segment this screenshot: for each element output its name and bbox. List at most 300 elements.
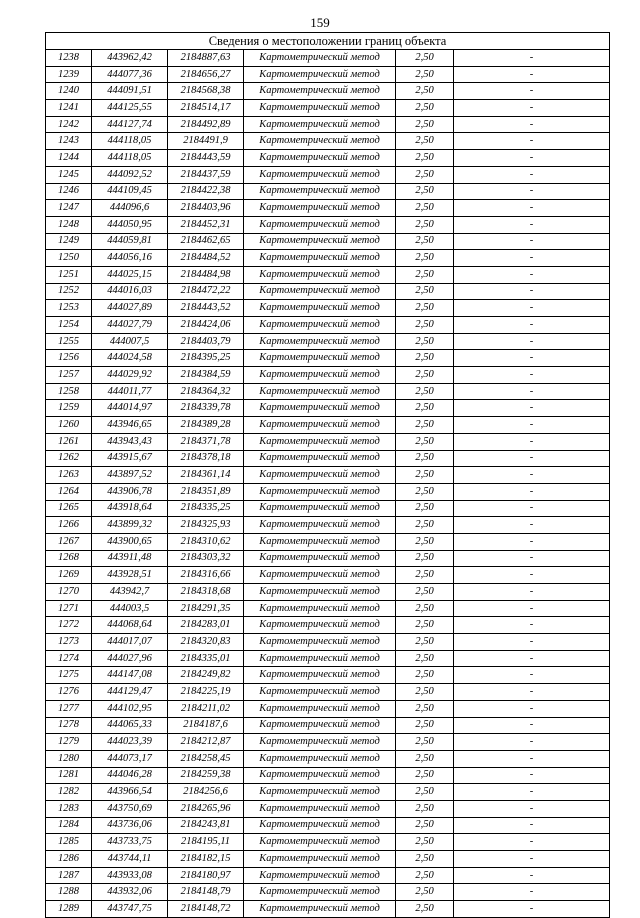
method-cell: Картометрический метод (244, 734, 396, 751)
description-cell: - (454, 700, 610, 717)
table-row (46, 567, 610, 584)
x-coordinate-cell: 443736,06 (92, 817, 168, 834)
point-number-cell: 1266 (46, 517, 92, 534)
x-coordinate-cell: 443744,11 (92, 851, 168, 868)
accuracy-cell: 2,50 (396, 233, 454, 250)
x-coordinate-cell: 444059,81 (92, 233, 168, 250)
method-cell: Картометрический метод (244, 667, 396, 684)
y-coordinate-cell: 2184403,96 (168, 200, 244, 217)
description-cell: - (454, 584, 610, 601)
point-number-cell: 1284 (46, 817, 92, 834)
method-cell: Картометрический метод (244, 600, 396, 617)
description-cell: - (454, 650, 610, 667)
y-coordinate-cell: 2184180,97 (168, 867, 244, 884)
method-cell: Картометрический метод (244, 367, 396, 384)
method-cell: Картометрический метод (244, 166, 396, 183)
x-coordinate-cell: 444027,96 (92, 650, 168, 667)
table-row (46, 851, 610, 868)
y-coordinate-cell: 2184335,01 (168, 650, 244, 667)
description-cell: - (454, 383, 610, 400)
method-cell: Картометрический метод (244, 617, 396, 634)
x-coordinate-cell: 444127,74 (92, 116, 168, 133)
y-coordinate-cell: 2184443,52 (168, 300, 244, 317)
point-number-cell: 1268 (46, 550, 92, 567)
method-cell: Картометрический метод (244, 83, 396, 100)
description-cell: - (454, 750, 610, 767)
point-number-cell: 1257 (46, 367, 92, 384)
x-coordinate-cell: 444102,95 (92, 700, 168, 717)
method-cell: Картометрический метод (244, 784, 396, 801)
point-number-cell: 1239 (46, 66, 92, 83)
table-body (46, 50, 610, 918)
table-row (46, 367, 610, 384)
table-row (46, 233, 610, 250)
x-coordinate-cell: 444118,05 (92, 150, 168, 167)
point-number-cell: 1240 (46, 83, 92, 100)
table-row (46, 867, 610, 884)
description-cell: - (454, 817, 610, 834)
description-cell: - (454, 684, 610, 701)
table-row (46, 433, 610, 450)
description-cell: - (454, 533, 610, 550)
y-coordinate-cell: 2184389,28 (168, 417, 244, 434)
accuracy-cell: 2,50 (396, 750, 454, 767)
point-number-cell: 1245 (46, 166, 92, 183)
description-cell: - (454, 83, 610, 100)
x-coordinate-cell: 444023,39 (92, 734, 168, 751)
point-number-cell: 1265 (46, 500, 92, 517)
x-coordinate-cell: 443943,43 (92, 433, 168, 450)
table-row (46, 83, 610, 100)
y-coordinate-cell: 2184361,14 (168, 467, 244, 484)
method-cell: Картометрический метод (244, 116, 396, 133)
x-coordinate-cell: 444027,89 (92, 300, 168, 317)
accuracy-cell: 2,50 (396, 600, 454, 617)
description-cell: - (454, 767, 610, 784)
table-row (46, 467, 610, 484)
accuracy-cell: 2,50 (396, 517, 454, 534)
accuracy-cell: 2,50 (396, 333, 454, 350)
x-coordinate-cell: 443962,42 (92, 50, 168, 67)
accuracy-cell: 2,50 (396, 817, 454, 834)
y-coordinate-cell: 2184371,78 (168, 433, 244, 450)
y-coordinate-cell: 2184514,17 (168, 100, 244, 117)
x-coordinate-cell: 444077,36 (92, 66, 168, 83)
table-row (46, 333, 610, 350)
description-cell: - (454, 483, 610, 500)
point-number-cell: 1274 (46, 650, 92, 667)
description-cell: - (454, 884, 610, 901)
table-row (46, 300, 610, 317)
point-number-cell: 1273 (46, 634, 92, 651)
accuracy-cell: 2,50 (396, 300, 454, 317)
description-cell: - (454, 901, 610, 918)
y-coordinate-cell: 2184351,89 (168, 483, 244, 500)
description-cell: - (454, 717, 610, 734)
description-cell: - (454, 600, 610, 617)
point-number-cell: 1288 (46, 884, 92, 901)
method-cell: Картометрический метод (244, 500, 396, 517)
accuracy-cell: 2,50 (396, 834, 454, 851)
point-number-cell: 1283 (46, 800, 92, 817)
accuracy-cell: 2,50 (396, 500, 454, 517)
description-cell: - (454, 283, 610, 300)
point-number-cell: 1243 (46, 133, 92, 150)
x-coordinate-cell: 443933,08 (92, 867, 168, 884)
description-cell: - (454, 834, 610, 851)
method-cell: Картометрический метод (244, 767, 396, 784)
accuracy-cell: 2,50 (396, 116, 454, 133)
x-coordinate-cell: 444068,64 (92, 617, 168, 634)
accuracy-cell: 2,50 (396, 800, 454, 817)
point-number-cell: 1282 (46, 784, 92, 801)
method-cell: Картометрический метод (244, 383, 396, 400)
accuracy-cell: 2,50 (396, 700, 454, 717)
x-coordinate-cell: 443918,64 (92, 500, 168, 517)
y-coordinate-cell: 2184303,32 (168, 550, 244, 567)
table-row (46, 183, 610, 200)
y-coordinate-cell: 2184243,81 (168, 817, 244, 834)
table-row (46, 483, 610, 500)
x-coordinate-cell: 444024,58 (92, 350, 168, 367)
description-cell: - (454, 784, 610, 801)
table-row (46, 717, 610, 734)
x-coordinate-cell: 443897,52 (92, 467, 168, 484)
description-cell: - (454, 367, 610, 384)
accuracy-cell: 2,50 (396, 183, 454, 200)
method-cell: Картометрический метод (244, 350, 396, 367)
table-row (46, 667, 610, 684)
description-cell: - (454, 50, 610, 67)
method-cell: Картометрический метод (244, 800, 396, 817)
accuracy-cell: 2,50 (396, 901, 454, 918)
description-cell: - (454, 233, 610, 250)
y-coordinate-cell: 2184484,52 (168, 250, 244, 267)
method-cell: Картометрический метод (244, 750, 396, 767)
y-coordinate-cell: 2184462,65 (168, 233, 244, 250)
y-coordinate-cell: 2184320,83 (168, 634, 244, 651)
description-cell: - (454, 333, 610, 350)
accuracy-cell: 2,50 (396, 634, 454, 651)
table-row (46, 283, 610, 300)
accuracy-cell: 2,50 (396, 767, 454, 784)
point-number-cell: 1241 (46, 100, 92, 117)
accuracy-cell: 2,50 (396, 667, 454, 684)
accuracy-cell: 2,50 (396, 133, 454, 150)
x-coordinate-cell: 444065,33 (92, 717, 168, 734)
point-number-cell: 1267 (46, 533, 92, 550)
accuracy-cell: 2,50 (396, 684, 454, 701)
accuracy-cell: 2,50 (396, 784, 454, 801)
point-number-cell: 1260 (46, 417, 92, 434)
accuracy-cell: 2,50 (396, 734, 454, 751)
point-number-cell: 1262 (46, 450, 92, 467)
method-cell: Картометрический метод (244, 66, 396, 83)
point-number-cell: 1258 (46, 383, 92, 400)
y-coordinate-cell: 2184492,89 (168, 116, 244, 133)
point-number-cell: 1256 (46, 350, 92, 367)
y-coordinate-cell: 2184656,27 (168, 66, 244, 83)
accuracy-cell: 2,50 (396, 584, 454, 601)
description-cell: - (454, 317, 610, 334)
accuracy-cell: 2,50 (396, 433, 454, 450)
accuracy-cell: 2,50 (396, 884, 454, 901)
x-coordinate-cell: 443750,69 (92, 800, 168, 817)
accuracy-cell: 2,50 (396, 317, 454, 334)
description-cell: - (454, 116, 610, 133)
accuracy-cell: 2,50 (396, 867, 454, 884)
x-coordinate-cell: 444003,5 (92, 600, 168, 617)
accuracy-cell: 2,50 (396, 150, 454, 167)
point-number-cell: 1248 (46, 216, 92, 233)
method-cell: Картометрический метод (244, 483, 396, 500)
table-row (46, 500, 610, 517)
x-coordinate-cell: 444011,77 (92, 383, 168, 400)
y-coordinate-cell: 2184256,6 (168, 784, 244, 801)
y-coordinate-cell: 2184437,59 (168, 166, 244, 183)
description-cell: - (454, 216, 610, 233)
point-number-cell: 1279 (46, 734, 92, 751)
description-cell: - (454, 800, 610, 817)
table-row (46, 750, 610, 767)
accuracy-cell: 2,50 (396, 50, 454, 67)
point-number-cell: 1242 (46, 116, 92, 133)
table-row (46, 734, 610, 751)
method-cell: Картометрический метод (244, 700, 396, 717)
accuracy-cell: 2,50 (396, 216, 454, 233)
point-number-cell: 1254 (46, 317, 92, 334)
accuracy-cell: 2,50 (396, 467, 454, 484)
accuracy-cell: 2,50 (396, 83, 454, 100)
method-cell: Картометрический метод (244, 533, 396, 550)
description-cell: - (454, 417, 610, 434)
point-number-cell: 1253 (46, 300, 92, 317)
point-number-cell: 1252 (46, 283, 92, 300)
y-coordinate-cell: 2184887,63 (168, 50, 244, 67)
y-coordinate-cell: 2184339,78 (168, 400, 244, 417)
method-cell: Картометрический метод (244, 100, 396, 117)
table-row (46, 266, 610, 283)
x-coordinate-cell: 444109,45 (92, 183, 168, 200)
accuracy-cell: 2,50 (396, 400, 454, 417)
accuracy-cell: 2,50 (396, 617, 454, 634)
method-cell: Картометрический метод (244, 884, 396, 901)
y-coordinate-cell: 2184325,93 (168, 517, 244, 534)
table-row (46, 450, 610, 467)
description-cell: - (454, 617, 610, 634)
description-cell: - (454, 266, 610, 283)
method-cell: Картометрический метод (244, 183, 396, 200)
y-coordinate-cell: 2184148,72 (168, 901, 244, 918)
y-coordinate-cell: 2184212,87 (168, 734, 244, 751)
point-number-cell: 1275 (46, 667, 92, 684)
description-cell: - (454, 517, 610, 534)
point-number-cell: 1281 (46, 767, 92, 784)
y-coordinate-cell: 2184225,19 (168, 684, 244, 701)
x-coordinate-cell: 444118,05 (92, 133, 168, 150)
table-row (46, 650, 610, 667)
description-cell: - (454, 567, 610, 584)
table-row (46, 817, 610, 834)
description-cell: - (454, 100, 610, 117)
point-number-cell: 1289 (46, 901, 92, 918)
accuracy-cell: 2,50 (396, 417, 454, 434)
method-cell: Картометрический метод (244, 851, 396, 868)
point-number-cell: 1246 (46, 183, 92, 200)
point-number-cell: 1249 (46, 233, 92, 250)
description-cell: - (454, 467, 610, 484)
description-cell: - (454, 667, 610, 684)
x-coordinate-cell: 444091,51 (92, 83, 168, 100)
x-coordinate-cell: 443932,06 (92, 884, 168, 901)
y-coordinate-cell: 2184291,35 (168, 600, 244, 617)
x-coordinate-cell: 444016,03 (92, 283, 168, 300)
y-coordinate-cell: 2184259,38 (168, 767, 244, 784)
method-cell: Картометрический метод (244, 233, 396, 250)
y-coordinate-cell: 2184568,38 (168, 83, 244, 100)
table-row (46, 100, 610, 117)
point-number-cell: 1280 (46, 750, 92, 767)
y-coordinate-cell: 2184265,96 (168, 800, 244, 817)
method-cell: Картометрический метод (244, 300, 396, 317)
method-cell: Картометрический метод (244, 200, 396, 217)
point-number-cell: 1264 (46, 483, 92, 500)
point-number-cell: 1272 (46, 617, 92, 634)
y-coordinate-cell: 2184443,59 (168, 150, 244, 167)
description-cell: - (454, 550, 610, 567)
method-cell: Картометрический метод (244, 317, 396, 334)
x-coordinate-cell: 444017,07 (92, 634, 168, 651)
description-cell: - (454, 150, 610, 167)
table-row (46, 133, 610, 150)
point-number-cell: 1270 (46, 584, 92, 601)
point-number-cell: 1277 (46, 700, 92, 717)
table-row (46, 767, 610, 784)
accuracy-cell: 2,50 (396, 851, 454, 868)
accuracy-cell: 2,50 (396, 66, 454, 83)
method-cell: Картометрический метод (244, 266, 396, 283)
point-number-cell: 1269 (46, 567, 92, 584)
x-coordinate-cell: 444025,15 (92, 266, 168, 283)
point-number-cell: 1238 (46, 50, 92, 67)
method-cell: Картометрический метод (244, 567, 396, 584)
x-coordinate-cell: 443966,54 (92, 784, 168, 801)
y-coordinate-cell: 2184403,79 (168, 333, 244, 350)
description-cell: - (454, 734, 610, 751)
accuracy-cell: 2,50 (396, 450, 454, 467)
accuracy-cell: 2,50 (396, 550, 454, 567)
table-row (46, 50, 610, 67)
method-cell: Картометрический метод (244, 584, 396, 601)
method-cell: Картометрический метод (244, 834, 396, 851)
table-title-row (46, 33, 610, 50)
point-number-cell: 1251 (46, 266, 92, 283)
table-row (46, 216, 610, 233)
accuracy-cell: 2,50 (396, 383, 454, 400)
method-cell: Картометрический метод (244, 250, 396, 267)
method-cell: Картометрический метод (244, 717, 396, 734)
y-coordinate-cell: 2184211,02 (168, 700, 244, 717)
method-cell: Картометрический метод (244, 867, 396, 884)
description-cell: - (454, 300, 610, 317)
method-cell: Картометрический метод (244, 400, 396, 417)
accuracy-cell: 2,50 (396, 567, 454, 584)
point-number-cell: 1276 (46, 684, 92, 701)
accuracy-cell: 2,50 (396, 367, 454, 384)
method-cell: Картометрический метод (244, 417, 396, 434)
x-coordinate-cell: 444050,95 (92, 216, 168, 233)
y-coordinate-cell: 2184422,38 (168, 183, 244, 200)
method-cell: Картометрический метод (244, 50, 396, 67)
table-row (46, 600, 610, 617)
y-coordinate-cell: 2184283,01 (168, 617, 244, 634)
x-coordinate-cell: 443906,78 (92, 483, 168, 500)
accuracy-cell: 2,50 (396, 350, 454, 367)
x-coordinate-cell: 444092,52 (92, 166, 168, 183)
y-coordinate-cell: 2184318,68 (168, 584, 244, 601)
table-row (46, 517, 610, 534)
table-row (46, 784, 610, 801)
description-cell: - (454, 166, 610, 183)
accuracy-cell: 2,50 (396, 533, 454, 550)
description-cell: - (454, 400, 610, 417)
x-coordinate-cell: 444147,08 (92, 667, 168, 684)
x-coordinate-cell: 443733,75 (92, 834, 168, 851)
y-coordinate-cell: 2184424,06 (168, 317, 244, 334)
point-number-cell: 1244 (46, 150, 92, 167)
table-row (46, 901, 610, 918)
y-coordinate-cell: 2184452,31 (168, 216, 244, 233)
description-cell: - (454, 851, 610, 868)
method-cell: Картометрический метод (244, 684, 396, 701)
method-cell: Картометрический метод (244, 433, 396, 450)
x-coordinate-cell: 444056,16 (92, 250, 168, 267)
x-coordinate-cell: 444096,6 (92, 200, 168, 217)
x-coordinate-cell: 443747,75 (92, 901, 168, 918)
y-coordinate-cell: 2184491,9 (168, 133, 244, 150)
accuracy-cell: 2,50 (396, 166, 454, 183)
method-cell: Картометрический метод (244, 901, 396, 918)
y-coordinate-cell: 2184378,18 (168, 450, 244, 467)
method-cell: Картометрический метод (244, 817, 396, 834)
accuracy-cell: 2,50 (396, 483, 454, 500)
y-coordinate-cell: 2184187,6 (168, 717, 244, 734)
method-cell: Картометрический метод (244, 634, 396, 651)
y-coordinate-cell: 2184249,82 (168, 667, 244, 684)
table-row (46, 400, 610, 417)
table-row (46, 383, 610, 400)
accuracy-cell: 2,50 (396, 650, 454, 667)
table-row (46, 634, 610, 651)
point-number-cell: 1250 (46, 250, 92, 267)
point-number-cell: 1259 (46, 400, 92, 417)
x-coordinate-cell: 444125,55 (92, 100, 168, 117)
method-cell: Картометрический метод (244, 133, 396, 150)
page-number: 159 (310, 15, 330, 30)
x-coordinate-cell: 444014,97 (92, 400, 168, 417)
method-cell: Картометрический метод (244, 450, 396, 467)
x-coordinate-cell: 443899,32 (92, 517, 168, 534)
description-cell: - (454, 500, 610, 517)
y-coordinate-cell: 2184258,45 (168, 750, 244, 767)
table-row (46, 584, 610, 601)
accuracy-cell: 2,50 (396, 250, 454, 267)
description-cell: - (454, 433, 610, 450)
method-cell: Картометрический метод (244, 650, 396, 667)
y-coordinate-cell: 2184384,59 (168, 367, 244, 384)
y-coordinate-cell: 2184395,25 (168, 350, 244, 367)
method-cell: Картометрический метод (244, 150, 396, 167)
